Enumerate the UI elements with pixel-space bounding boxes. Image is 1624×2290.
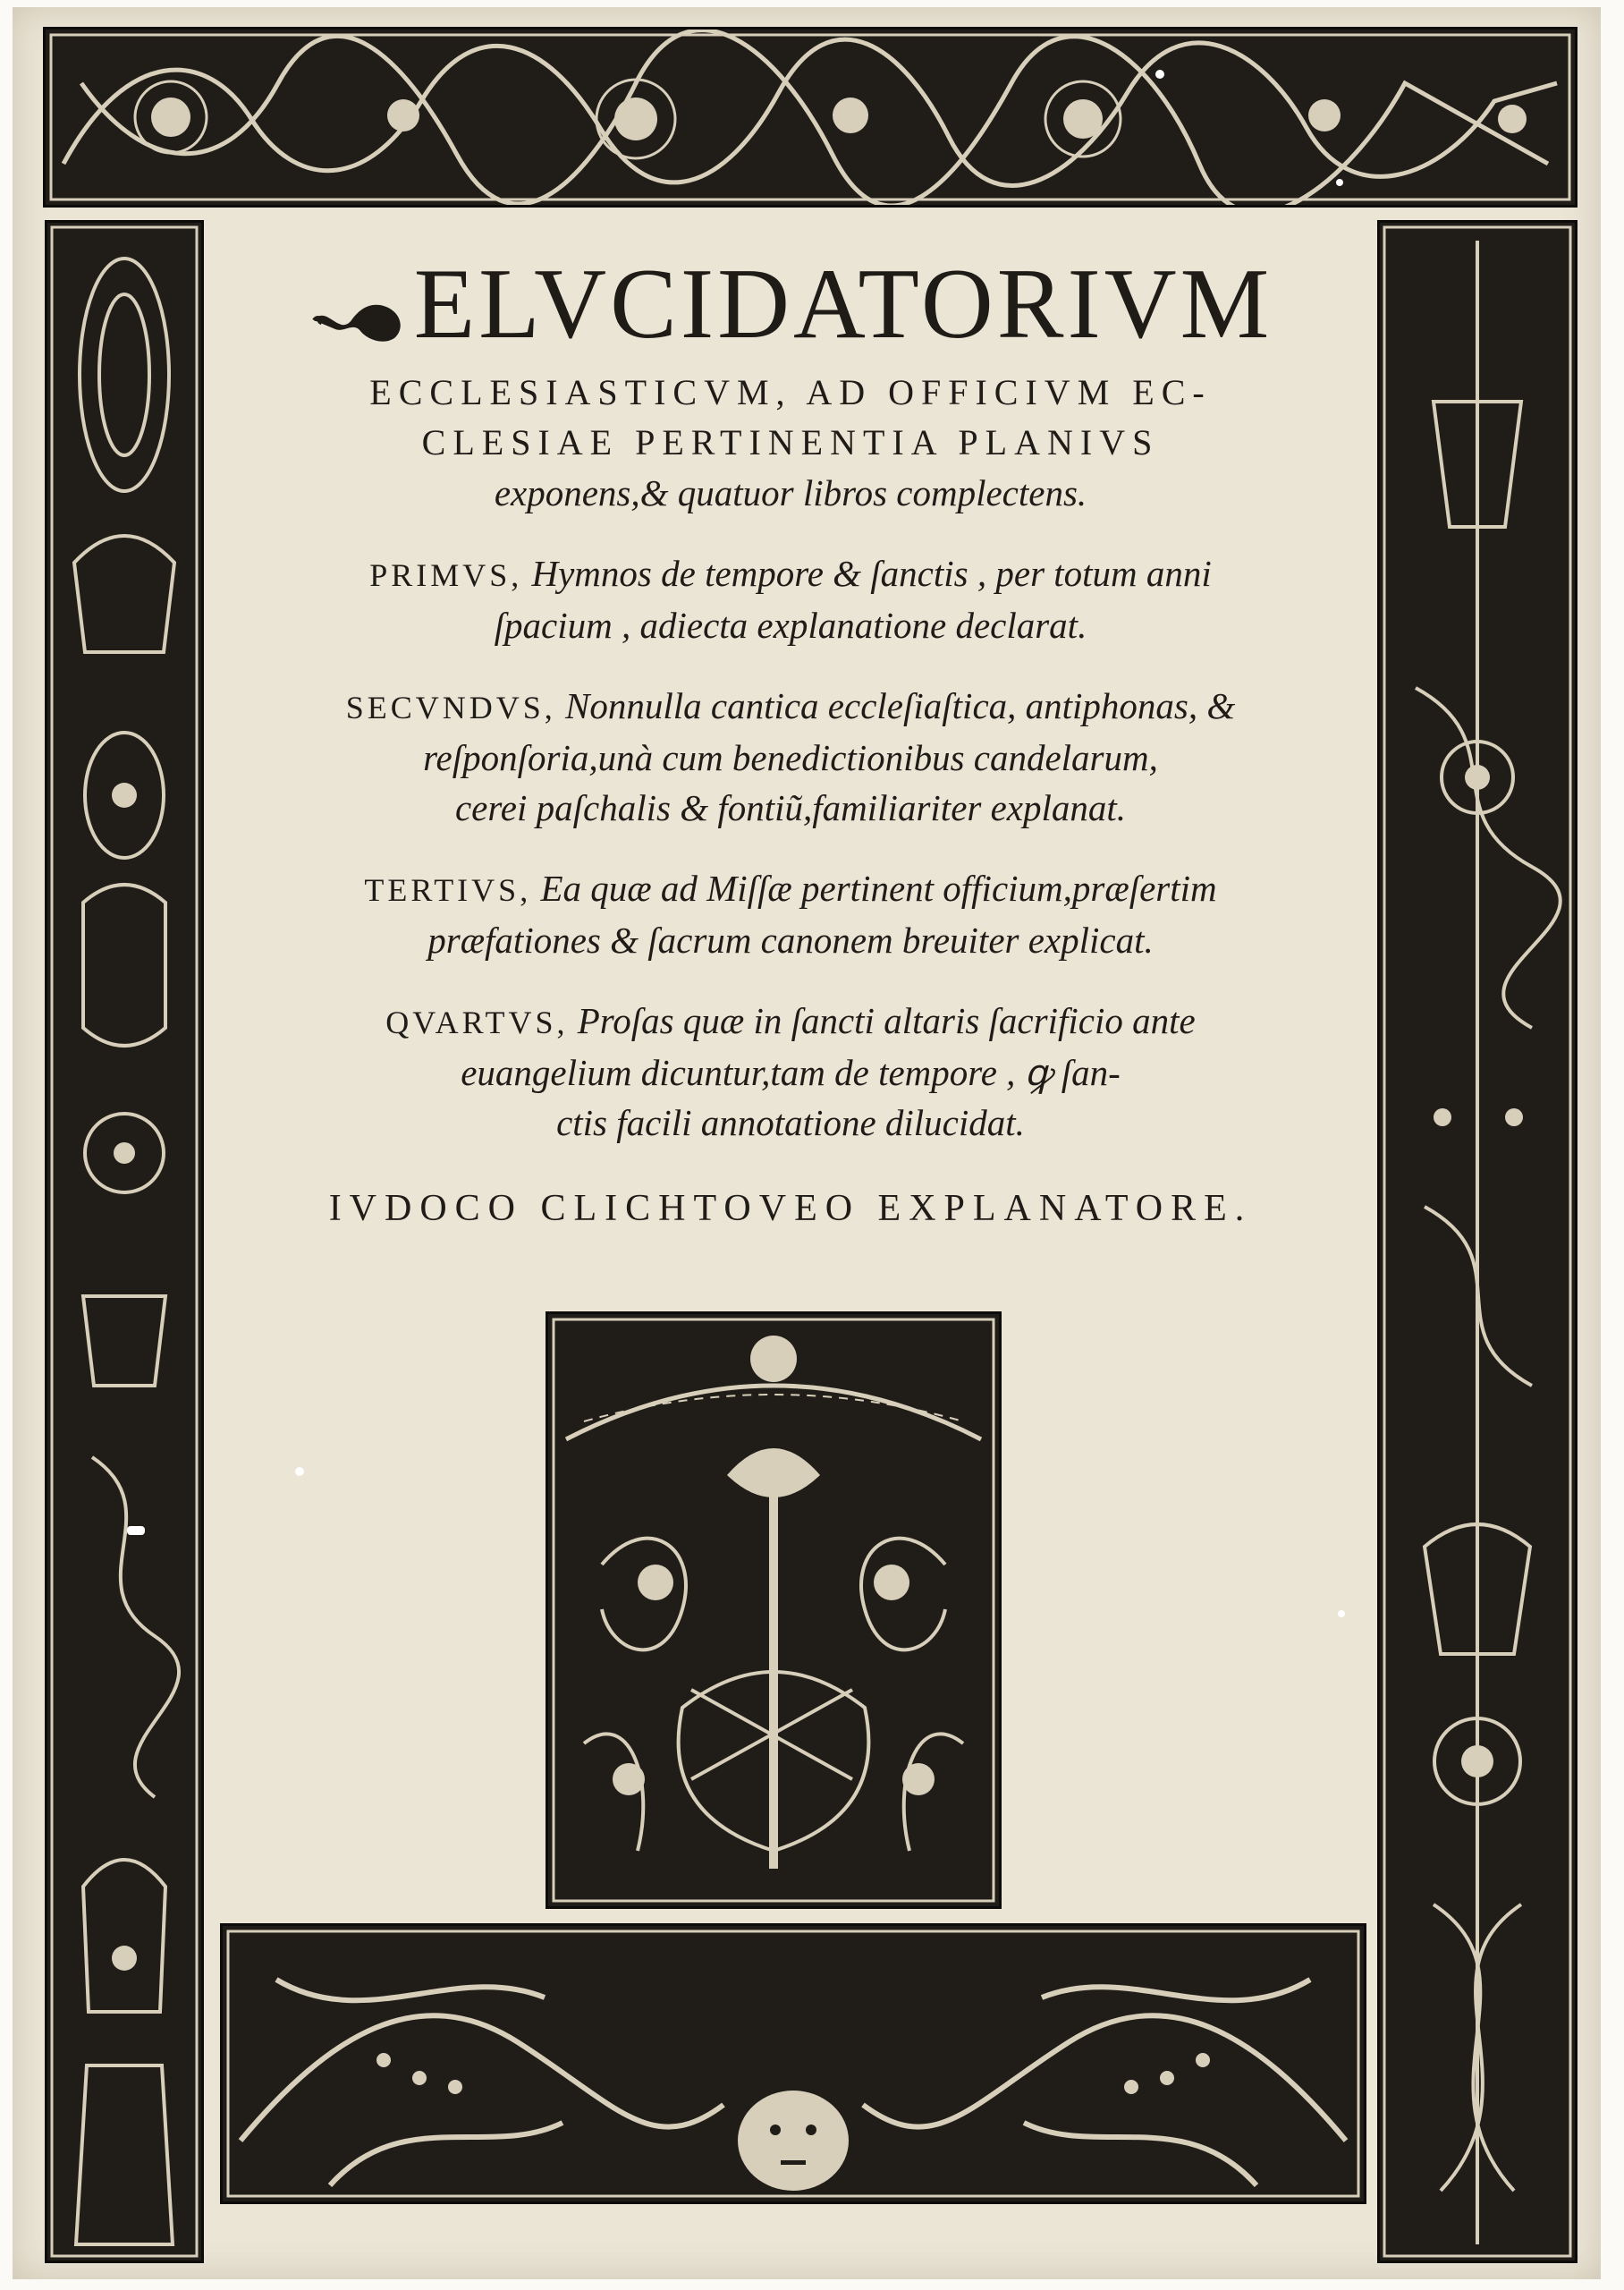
top-scroll-border	[43, 27, 1577, 208]
printer-device-woodcut	[546, 1311, 1002, 1909]
author-line: IVDOCO CLICHTOVEO EXPLANATORE.	[328, 1188, 1253, 1230]
paper-speck	[1336, 179, 1343, 186]
book-line: cerei paſchalis & fontiũ,familiariter explanat.	[454, 787, 1127, 829]
book-line: Proſas quæ in ſancti altaris ſacrificio ante	[577, 1000, 1196, 1042]
right-candelabrum-border	[1377, 220, 1577, 2263]
book-lead: PRIMVS,	[369, 557, 523, 594]
paper-speck	[1338, 1610, 1345, 1617]
paper-speck	[1155, 70, 1164, 79]
title-page-text	[211, 250, 1370, 1230]
subtitle-line-2: CLESIAE PERTINENTIA PLANIVS	[421, 422, 1160, 463]
book-title	[211, 250, 1370, 368]
paper-speck	[295, 1467, 304, 1476]
subtitle-line-3: exponens,& quatuor libros complectens.	[494, 472, 1087, 514]
book-line: Hymnos de tempore & ſanctis , per totum anni	[531, 553, 1212, 595]
paper-speck	[127, 1526, 145, 1535]
book-line: reſponſoria,unà cum benedictionibus candelarum,	[423, 737, 1158, 779]
book-lead: TERTIVS,	[364, 872, 532, 909]
bottom-putto-border	[220, 1923, 1366, 2204]
book-primus	[211, 548, 1370, 650]
book-quartus	[211, 996, 1370, 1148]
book-lead: SECVNDVS,	[345, 690, 556, 726]
book-line: præfationes & ſacrum canonem breuiter explicat.	[427, 920, 1154, 962]
book-secundus	[211, 681, 1370, 833]
book-line: ſpacium , adiecta explanatione declarat.	[494, 605, 1087, 647]
book-tertius	[211, 863, 1370, 965]
book-lead: QVARTVS,	[385, 1005, 569, 1041]
hedera-leaf-icon	[309, 260, 407, 368]
book-line: ctis facili annotatione dilucidat.	[556, 1102, 1025, 1144]
title-main: ELVCIDATORIVM	[413, 249, 1273, 360]
book-line: euangelium dicuntur,tam de tempore , ꝙ ſan-	[461, 1052, 1121, 1094]
book-line: Ea quæ ad Miſſæ pertinent officium,præſertim	[540, 868, 1217, 910]
left-candelabrum-border	[45, 220, 204, 2263]
book-line: Nonnulla cantica eccleſiaſtica, antiphonas, &	[565, 685, 1236, 727]
subtitle-line-1: ECCLESIASTICVM, AD OFFICIVM EC-	[369, 372, 1212, 413]
